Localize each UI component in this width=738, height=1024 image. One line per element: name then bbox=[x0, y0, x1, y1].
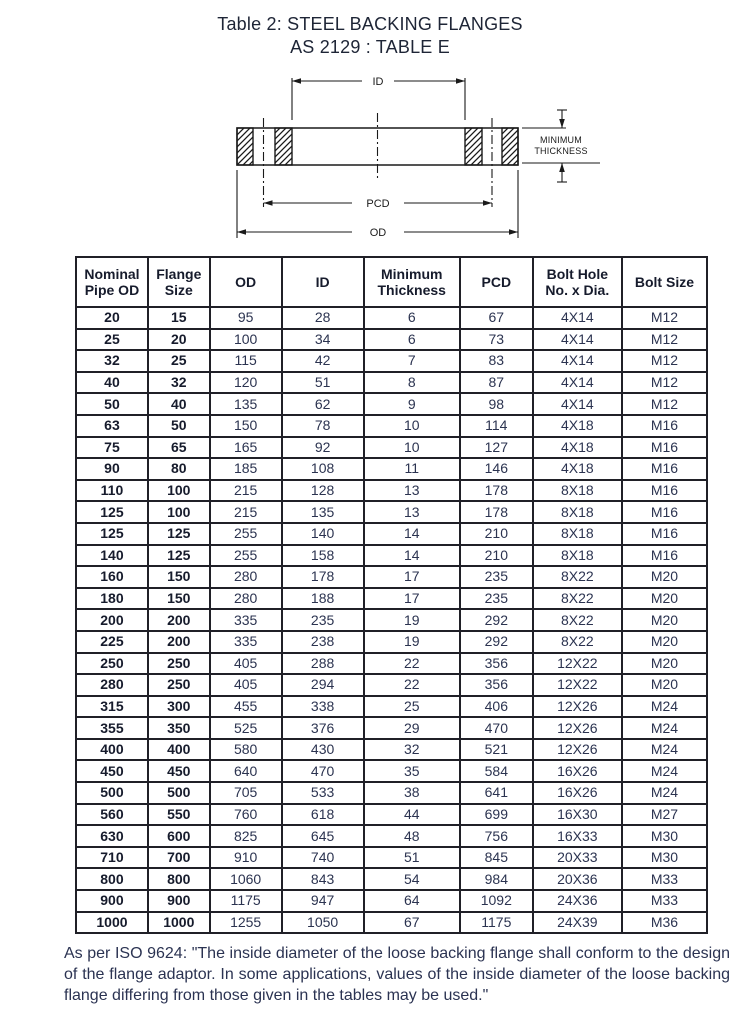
table-cell: 760 bbox=[210, 804, 282, 826]
table-cell: 25 bbox=[148, 350, 210, 372]
table-cell: 4X18 bbox=[533, 437, 622, 459]
table-cell: 1175 bbox=[210, 890, 282, 912]
table-cell: 756 bbox=[460, 825, 533, 847]
table-cell: 1092 bbox=[460, 890, 533, 912]
table-cell: 356 bbox=[460, 674, 533, 696]
table-cell: 115 bbox=[210, 350, 282, 372]
table-cell: 376 bbox=[282, 717, 364, 739]
table-row bbox=[76, 393, 707, 415]
table-cell: 150 bbox=[148, 588, 210, 610]
table-cell: 16X26 bbox=[533, 782, 622, 804]
table-cell: 158 bbox=[282, 545, 364, 567]
table-cell: 120 bbox=[210, 372, 282, 394]
table-cell: 20X33 bbox=[533, 847, 622, 869]
table-cell: 900 bbox=[148, 890, 210, 912]
table-cell: 900 bbox=[76, 890, 148, 912]
table-cell: 150 bbox=[148, 566, 210, 588]
min-thickness-label-line1: MINIMUM bbox=[540, 135, 582, 145]
table-cell: 405 bbox=[210, 653, 282, 675]
table-cell: 288 bbox=[282, 653, 364, 675]
table-cell: 200 bbox=[76, 609, 148, 631]
table-cell: 62 bbox=[282, 393, 364, 415]
table-cell: 146 bbox=[460, 458, 533, 480]
id-arrow-right bbox=[456, 78, 465, 84]
table-cell: 135 bbox=[210, 393, 282, 415]
od-arrow-left bbox=[237, 229, 246, 235]
pcd-dimension-label: PCD bbox=[366, 198, 390, 210]
table-cell: 80 bbox=[148, 458, 210, 480]
table-cell: 1050 bbox=[282, 912, 364, 934]
table-cell: 200 bbox=[148, 631, 210, 653]
table-row bbox=[76, 825, 707, 847]
table-cell: 315 bbox=[76, 696, 148, 718]
table-cell: 78 bbox=[282, 415, 364, 437]
table-cell: 25 bbox=[364, 696, 460, 718]
table-row bbox=[76, 739, 707, 761]
table-cell: 10 bbox=[364, 437, 460, 459]
table-cell: 180 bbox=[76, 588, 148, 610]
table-cell: 140 bbox=[76, 545, 148, 567]
column-header-bolt-hole: Bolt Hole No. x Dia. bbox=[533, 257, 622, 307]
table-cell: 4X14 bbox=[533, 372, 622, 394]
table-cell: 400 bbox=[148, 739, 210, 761]
table-cell: 450 bbox=[76, 760, 148, 782]
table-cell: 51 bbox=[364, 847, 460, 869]
table-cell: M24 bbox=[622, 717, 707, 739]
table-cell: 185 bbox=[210, 458, 282, 480]
table-cell: 406 bbox=[460, 696, 533, 718]
table-cell: 8X22 bbox=[533, 631, 622, 653]
table-cell: M16 bbox=[622, 501, 707, 523]
table-cell: 178 bbox=[282, 566, 364, 588]
table-header bbox=[76, 257, 707, 307]
table-cell: 108 bbox=[282, 458, 364, 480]
table-cell: 280 bbox=[210, 588, 282, 610]
table-cell: 83 bbox=[460, 350, 533, 372]
table-cell: 65 bbox=[148, 437, 210, 459]
table-cell: 560 bbox=[76, 804, 148, 826]
table-cell: 25 bbox=[76, 329, 148, 351]
flange-cross-section-diagram bbox=[200, 70, 620, 245]
table-cell: 92 bbox=[282, 437, 364, 459]
column-header-od: OD bbox=[210, 257, 282, 307]
table-cell: 500 bbox=[76, 782, 148, 804]
table-cell: 238 bbox=[282, 631, 364, 653]
table-cell: 22 bbox=[364, 653, 460, 675]
header-row bbox=[76, 257, 707, 307]
table-cell: 250 bbox=[148, 674, 210, 696]
table-cell: 700 bbox=[148, 847, 210, 869]
table-row bbox=[76, 458, 707, 480]
table-cell: 100 bbox=[210, 329, 282, 351]
column-header-bolt-size: Bolt Size bbox=[622, 257, 707, 307]
table-cell: M12 bbox=[622, 372, 707, 394]
table-cell: 42 bbox=[282, 350, 364, 372]
min-thickness-label-line2: THICKNESS bbox=[534, 146, 588, 156]
title-line-2: AS 2129 : TABLE E bbox=[290, 37, 450, 57]
table-cell: 845 bbox=[460, 847, 533, 869]
table-cell: 584 bbox=[460, 760, 533, 782]
table-cell: M12 bbox=[622, 350, 707, 372]
table-cell: 984 bbox=[460, 868, 533, 890]
table-cell: 8X18 bbox=[533, 480, 622, 502]
table-row bbox=[76, 760, 707, 782]
table-cell: M33 bbox=[622, 868, 707, 890]
table-cell: 40 bbox=[148, 393, 210, 415]
thickness-arrow-down bbox=[559, 119, 565, 128]
table-cell: 910 bbox=[210, 847, 282, 869]
table-cell: M16 bbox=[622, 523, 707, 545]
table-cell: M24 bbox=[622, 739, 707, 761]
table-row bbox=[76, 350, 707, 372]
table-cell: 280 bbox=[210, 566, 282, 588]
table-cell: 235 bbox=[282, 609, 364, 631]
table-row bbox=[76, 372, 707, 394]
table-cell: M12 bbox=[622, 329, 707, 351]
table-row bbox=[76, 868, 707, 890]
table-cell: M16 bbox=[622, 458, 707, 480]
table-cell: 28 bbox=[282, 307, 364, 329]
table-cell: 165 bbox=[210, 437, 282, 459]
table-cell: 947 bbox=[282, 890, 364, 912]
table-cell: M20 bbox=[622, 631, 707, 653]
table-cell: 178 bbox=[460, 501, 533, 523]
table-cell: 100 bbox=[148, 480, 210, 502]
table-cell: M20 bbox=[622, 653, 707, 675]
hatch-right-inner bbox=[465, 128, 482, 165]
table-row bbox=[76, 307, 707, 329]
table-cell: 44 bbox=[364, 804, 460, 826]
table-row bbox=[76, 480, 707, 502]
table-cell: 280 bbox=[76, 674, 148, 696]
pcd-arrow-right bbox=[483, 200, 492, 206]
table-cell: 127 bbox=[460, 437, 533, 459]
table-cell: 125 bbox=[76, 501, 148, 523]
table-cell: 699 bbox=[460, 804, 533, 826]
table-cell: 54 bbox=[364, 868, 460, 890]
table-cell: 50 bbox=[76, 393, 148, 415]
pcd-arrow-left bbox=[264, 200, 273, 206]
table-cell: 355 bbox=[76, 717, 148, 739]
table-cell: 4X18 bbox=[533, 458, 622, 480]
table-cell: 128 bbox=[282, 480, 364, 502]
table-cell: 20 bbox=[76, 307, 148, 329]
table-cell: 114 bbox=[460, 415, 533, 437]
table-cell: 521 bbox=[460, 739, 533, 761]
table-cell: 90 bbox=[76, 458, 148, 480]
table-cell: 140 bbox=[282, 523, 364, 545]
table-row bbox=[76, 545, 707, 567]
table-row bbox=[76, 566, 707, 588]
table-cell: 14 bbox=[364, 545, 460, 567]
table-cell: 4X14 bbox=[533, 350, 622, 372]
table-cell: M16 bbox=[622, 480, 707, 502]
table-cell: M24 bbox=[622, 696, 707, 718]
column-header-min-thickness: Minimum Thickness bbox=[364, 257, 460, 307]
table-cell: 250 bbox=[76, 653, 148, 675]
hatch-right-outer bbox=[502, 128, 518, 165]
table-cell: M24 bbox=[622, 760, 707, 782]
table-cell: 38 bbox=[364, 782, 460, 804]
table-cell: 29 bbox=[364, 717, 460, 739]
table-cell: 800 bbox=[148, 868, 210, 890]
table-cell: 150 bbox=[210, 415, 282, 437]
table-cell: 235 bbox=[460, 566, 533, 588]
id-dimension-label: ID bbox=[372, 76, 384, 88]
table-row bbox=[76, 674, 707, 696]
table-cell: 12X22 bbox=[533, 653, 622, 675]
table-cell: 13 bbox=[364, 501, 460, 523]
table-cell: 63 bbox=[76, 415, 148, 437]
table-row bbox=[76, 653, 707, 675]
column-header-flange-size: Flange Size bbox=[148, 257, 210, 307]
table-cell: 235 bbox=[460, 588, 533, 610]
table-cell: 292 bbox=[460, 631, 533, 653]
flange-dimensions-table bbox=[75, 256, 708, 934]
table-cell: 75 bbox=[76, 437, 148, 459]
table-cell: 500 bbox=[148, 782, 210, 804]
table-row bbox=[76, 609, 707, 631]
table-cell: 100 bbox=[148, 501, 210, 523]
table-cell: 13 bbox=[364, 480, 460, 502]
table-cell: 335 bbox=[210, 631, 282, 653]
table-cell: 11 bbox=[364, 458, 460, 480]
table-cell: 4X14 bbox=[533, 393, 622, 415]
table-cell: 645 bbox=[282, 825, 364, 847]
table-cell: 710 bbox=[76, 847, 148, 869]
table-cell: 14 bbox=[364, 523, 460, 545]
table-cell: 87 bbox=[460, 372, 533, 394]
table-cell: M16 bbox=[622, 545, 707, 567]
table-cell: 255 bbox=[210, 523, 282, 545]
table-cell: 210 bbox=[460, 523, 533, 545]
table-title bbox=[40, 13, 700, 59]
table-cell: 705 bbox=[210, 782, 282, 804]
table-cell: M16 bbox=[622, 437, 707, 459]
title-line-1: Table 2: STEEL BACKING FLANGES bbox=[217, 14, 523, 34]
table-row bbox=[76, 415, 707, 437]
table-cell: M20 bbox=[622, 566, 707, 588]
table-cell: 135 bbox=[282, 501, 364, 523]
table-cell: 12X26 bbox=[533, 739, 622, 761]
table-cell: 800 bbox=[76, 868, 148, 890]
table-cell: 255 bbox=[210, 545, 282, 567]
table-cell: 34 bbox=[282, 329, 364, 351]
table-row bbox=[76, 523, 707, 545]
table-cell: 12X26 bbox=[533, 696, 622, 718]
table-cell: 160 bbox=[76, 566, 148, 588]
table-cell: 24X39 bbox=[533, 912, 622, 934]
table-cell: M20 bbox=[622, 674, 707, 696]
table-cell: 215 bbox=[210, 501, 282, 523]
table-cell: 335 bbox=[210, 609, 282, 631]
table-cell: M33 bbox=[622, 890, 707, 912]
table-cell: 178 bbox=[460, 480, 533, 502]
table-row bbox=[76, 588, 707, 610]
table-cell: 740 bbox=[282, 847, 364, 869]
table-cell: 618 bbox=[282, 804, 364, 826]
table-cell: M20 bbox=[622, 609, 707, 631]
table-cell: M12 bbox=[622, 393, 707, 415]
od-dimension-label: OD bbox=[369, 227, 387, 239]
table-cell: 40 bbox=[76, 372, 148, 394]
table-cell: 1175 bbox=[460, 912, 533, 934]
table-cell: 50 bbox=[148, 415, 210, 437]
column-header-nominal-pipe-od: Nominal Pipe OD bbox=[76, 257, 148, 307]
table-cell: 455 bbox=[210, 696, 282, 718]
table-cell: 630 bbox=[76, 825, 148, 847]
table-cell: 22 bbox=[364, 674, 460, 696]
table-row bbox=[76, 696, 707, 718]
table-cell: 19 bbox=[364, 609, 460, 631]
od-arrow-right bbox=[509, 229, 518, 235]
table-cell: 12X26 bbox=[533, 717, 622, 739]
table-cell: M12 bbox=[622, 307, 707, 329]
table-cell: 125 bbox=[148, 523, 210, 545]
table-cell: 188 bbox=[282, 588, 364, 610]
table-cell: 17 bbox=[364, 566, 460, 588]
table-cell: 843 bbox=[282, 868, 364, 890]
table-cell: 20X36 bbox=[533, 868, 622, 890]
hatch-left-inner bbox=[275, 128, 292, 165]
table-cell: 6 bbox=[364, 307, 460, 329]
table-cell: 430 bbox=[282, 739, 364, 761]
table-row bbox=[76, 847, 707, 869]
table-cell: 1255 bbox=[210, 912, 282, 934]
table-cell: 640 bbox=[210, 760, 282, 782]
table-cell: 16X26 bbox=[533, 760, 622, 782]
table-row bbox=[76, 329, 707, 351]
table-cell: 12X22 bbox=[533, 674, 622, 696]
table-cell: 24X36 bbox=[533, 890, 622, 912]
table-cell: 73 bbox=[460, 329, 533, 351]
table-cell: 64 bbox=[364, 890, 460, 912]
table-cell: 450 bbox=[148, 760, 210, 782]
table-cell: 51 bbox=[282, 372, 364, 394]
table-cell: 8X22 bbox=[533, 566, 622, 588]
table-cell: 32 bbox=[364, 739, 460, 761]
table-cell: 250 bbox=[148, 653, 210, 675]
table-cell: M30 bbox=[622, 825, 707, 847]
table-row bbox=[76, 890, 707, 912]
table-row bbox=[76, 782, 707, 804]
id-arrow-left bbox=[292, 78, 301, 84]
table-cell: 110 bbox=[76, 480, 148, 502]
table-cell: 292 bbox=[460, 609, 533, 631]
table-cell: 125 bbox=[76, 523, 148, 545]
table-cell: 15 bbox=[148, 307, 210, 329]
table-cell: 1000 bbox=[76, 912, 148, 934]
table-cell: 550 bbox=[148, 804, 210, 826]
table-cell: 350 bbox=[148, 717, 210, 739]
table-cell: 17 bbox=[364, 588, 460, 610]
table-body bbox=[76, 307, 707, 933]
table-cell: 405 bbox=[210, 674, 282, 696]
table-cell: 16X33 bbox=[533, 825, 622, 847]
table-cell: 200 bbox=[148, 609, 210, 631]
table-cell: 215 bbox=[210, 480, 282, 502]
table-row bbox=[76, 804, 707, 826]
table-row bbox=[76, 501, 707, 523]
table-cell: 19 bbox=[364, 631, 460, 653]
table-cell: 35 bbox=[364, 760, 460, 782]
table-cell: M36 bbox=[622, 912, 707, 934]
table-cell: 10 bbox=[364, 415, 460, 437]
table-cell: 580 bbox=[210, 739, 282, 761]
table-cell: 300 bbox=[148, 696, 210, 718]
table-row bbox=[76, 912, 707, 934]
table-cell: 32 bbox=[76, 350, 148, 372]
column-header-id: ID bbox=[282, 257, 364, 307]
table-cell: 7 bbox=[364, 350, 460, 372]
table-cell: 338 bbox=[282, 696, 364, 718]
table-cell: M24 bbox=[622, 782, 707, 804]
table-cell: 95 bbox=[210, 307, 282, 329]
table-cell: 600 bbox=[148, 825, 210, 847]
table-cell: 20 bbox=[148, 329, 210, 351]
table-cell: 825 bbox=[210, 825, 282, 847]
table-cell: 67 bbox=[460, 307, 533, 329]
table-cell: 4X18 bbox=[533, 415, 622, 437]
table-cell: 210 bbox=[460, 545, 533, 567]
table-cell: 470 bbox=[282, 760, 364, 782]
hatch-left-outer bbox=[237, 128, 253, 165]
table-row bbox=[76, 717, 707, 739]
table-cell: 67 bbox=[364, 912, 460, 934]
table-cell: 1000 bbox=[148, 912, 210, 934]
table-cell: 9 bbox=[364, 393, 460, 415]
table-cell: 4X14 bbox=[533, 307, 622, 329]
table-cell: 8 bbox=[364, 372, 460, 394]
table-cell: 356 bbox=[460, 653, 533, 675]
table-cell: 8X18 bbox=[533, 545, 622, 567]
table-cell: 8X18 bbox=[533, 501, 622, 523]
table-cell: 533 bbox=[282, 782, 364, 804]
table-cell: M30 bbox=[622, 847, 707, 869]
thickness-arrow-up bbox=[559, 163, 565, 172]
table-cell: 8X22 bbox=[533, 609, 622, 631]
table-cell: 525 bbox=[210, 717, 282, 739]
table-row bbox=[76, 437, 707, 459]
table-cell: 400 bbox=[76, 739, 148, 761]
table-cell: 470 bbox=[460, 717, 533, 739]
iso-9624-note: As per ISO 9624: "The inside diameter of the loose backing flange shall conform to the design of the flange adaptor. In some applications, values of the inside diameter of the loose backing flange differing from those given in the tables may be used." bbox=[64, 945, 730, 1004]
table-cell: 6 bbox=[364, 329, 460, 351]
table-cell: 4X14 bbox=[533, 329, 622, 351]
column-header-pcd: PCD bbox=[460, 257, 533, 307]
table-cell: 16X30 bbox=[533, 804, 622, 826]
table-cell: 225 bbox=[76, 631, 148, 653]
table-cell: 98 bbox=[460, 393, 533, 415]
table-cell: 641 bbox=[460, 782, 533, 804]
table-row bbox=[76, 631, 707, 653]
table-cell: 48 bbox=[364, 825, 460, 847]
table-cell: 8X18 bbox=[533, 523, 622, 545]
table-cell: 8X22 bbox=[533, 588, 622, 610]
table-cell: 294 bbox=[282, 674, 364, 696]
table-cell: M20 bbox=[622, 588, 707, 610]
table-cell: 1060 bbox=[210, 868, 282, 890]
table-cell: 32 bbox=[148, 372, 210, 394]
table-cell: M27 bbox=[622, 804, 707, 826]
table-cell: M16 bbox=[622, 415, 707, 437]
table-cell: 125 bbox=[148, 545, 210, 567]
